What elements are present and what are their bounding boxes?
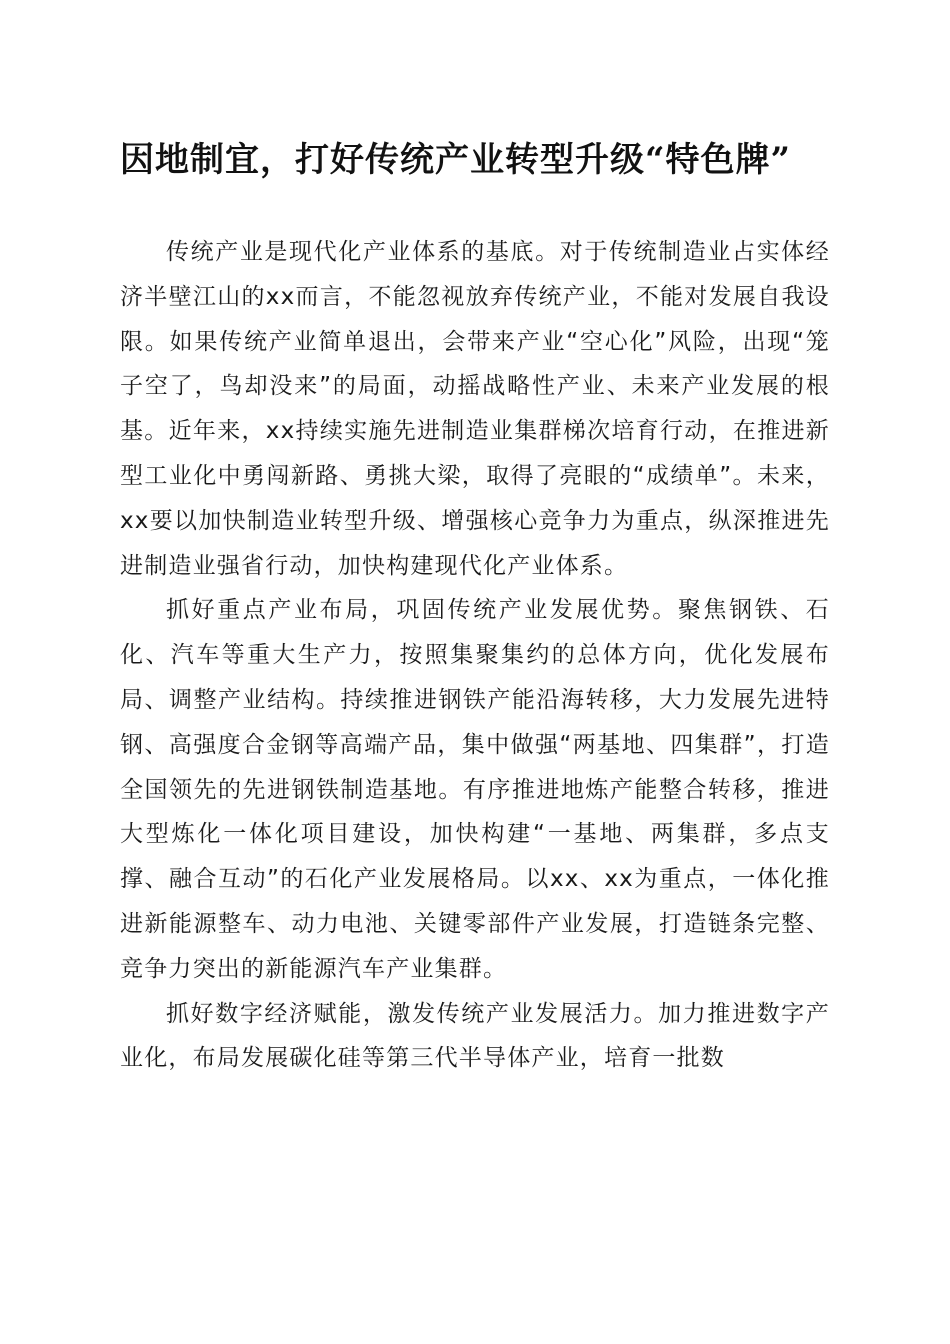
paragraph-3: 抓好数字经济赋能，激发传统产业发展活力。加力推进数字产业化，布局发展碳化硅等第三代半导体产业，培育一批数 [120, 1000, 830, 1072]
paragraph-2: 抓好重点产业布局，巩固传统产业发展优势。聚焦钢铁、石化、汽车等重大生产力，按照集聚集约的总体方向，优化发展布局、调整产业结构。持续推进钢铁产能沿海转移，大力发展先进特钢、高强度合金钢等高端产品，集中做强“两基地、四集群”，打造全国领先的先进钢铁制造基地。有序推进地炼产能整合转移，推进大型炼化一体化项目建设，加快构建“一基地、两集群，多点支撑、融合互动”的石化产业发展格局。以xx、xx为重点，一体化推进新能源整车、动力电池、关键零部件产业发展，打造链条完整、竞争力突出的新能源汽车产业集群。 [120, 597, 830, 982]
document-body [120, 230, 830, 1081]
paragraph-1: 传统产业是现代化产业体系的基底。对于传统制造业占实体经济半壁江山的xx而言，不能忽视放弃传统产业，不能对发展自我设限。如果传统产业简单退出，会带来产业“空心化”风险，出现“笼子空了，鸟却没来”的局面，动摇战略性产业、未来产业发展的根基。近年来，xx持续实施先进制造业集群梯次培育行动，在推进新型工业化中勇闯新路、勇挑大梁，取得了亮眼的“成绩单”。未来，xx要以加快制造业转型升级、增强核心竞争力为重点，纵深推进先进制造业强省行动，加快构建现代化产业体系。 [120, 239, 830, 579]
document-title: 因地制宜，打好传统产业转型升级“特色牌” [120, 140, 792, 180]
